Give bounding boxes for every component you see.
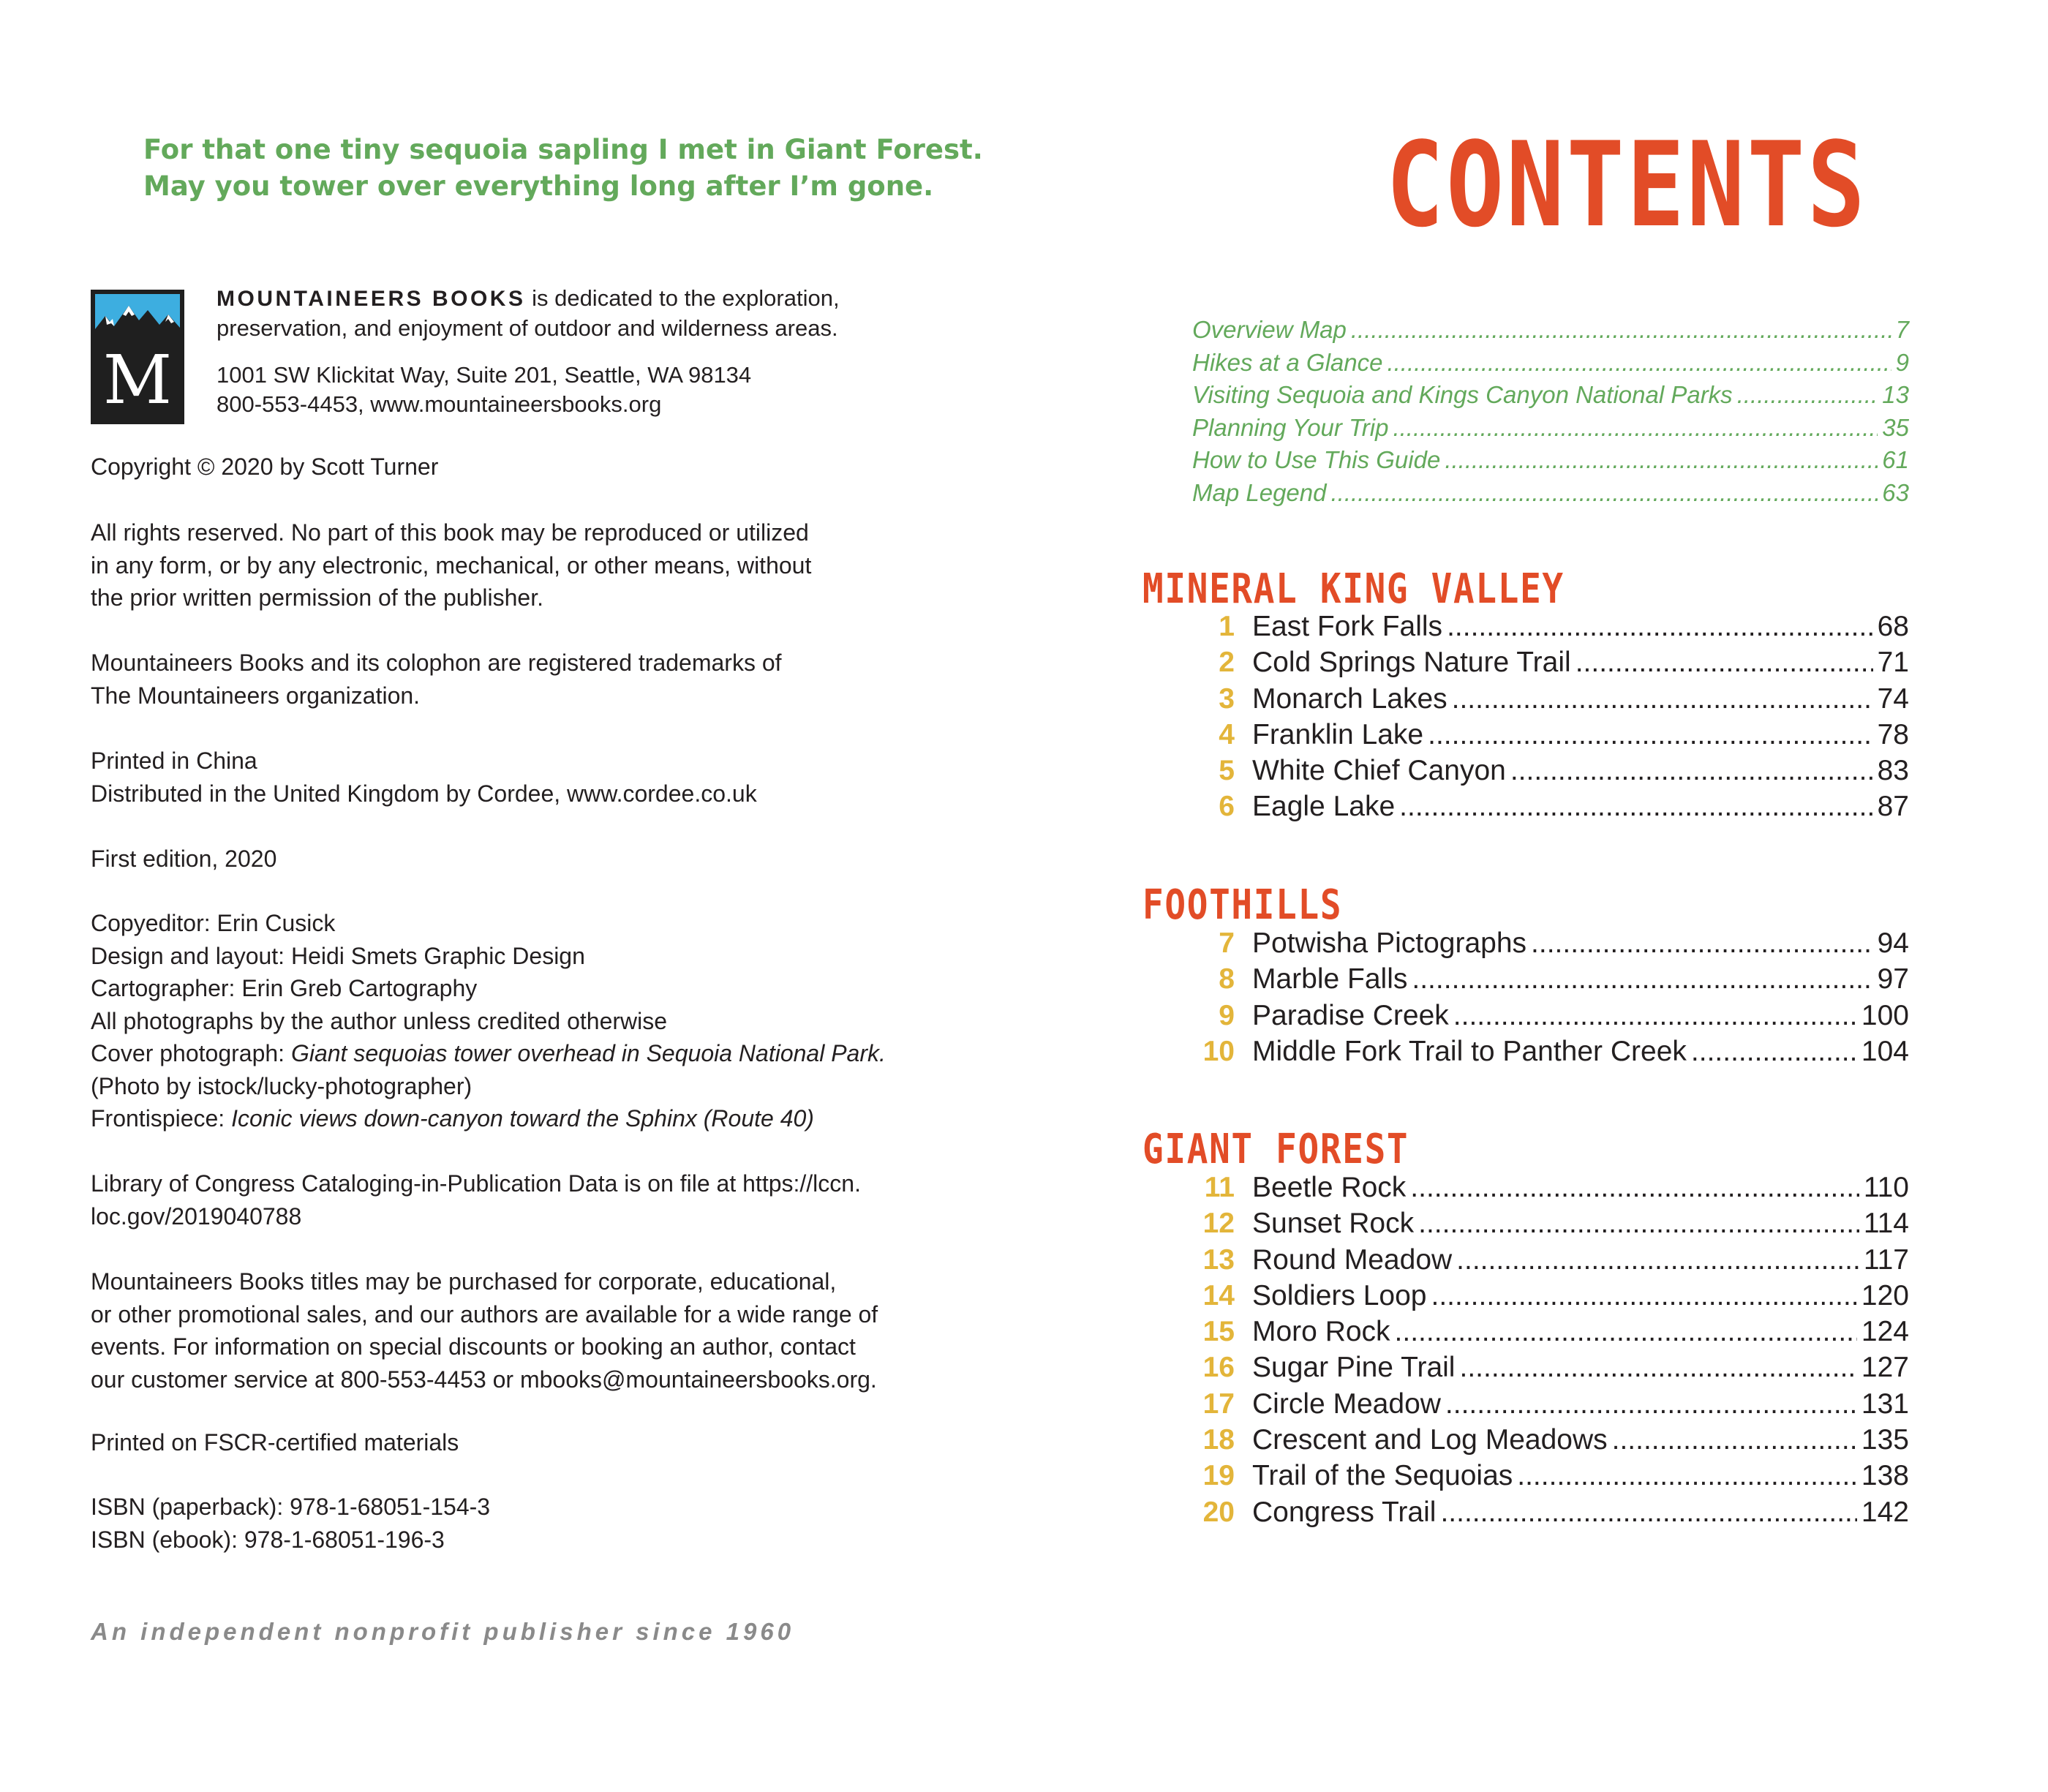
hike-page: 83: [1877, 755, 1909, 787]
hike-number: 4: [1219, 718, 1235, 750]
hike-number: 14: [1202, 1279, 1235, 1311]
cover-credit: (Photo by istock/lucky-photographer): [91, 1072, 473, 1099]
sales-info: [91, 1265, 878, 1396]
hike-title: Monarch Lakes: [1252, 682, 1447, 715]
leader-dots: [1418, 1208, 1859, 1240]
hike-entry[interactable]: [1170, 1424, 1909, 1460]
hike-number: 13: [1202, 1243, 1235, 1276]
hike-page: 78: [1877, 718, 1909, 750]
hike-page: 71: [1877, 647, 1909, 679]
hike-number: 9: [1219, 999, 1235, 1031]
toc-entry-title: Planning Your Trip: [1192, 413, 1389, 441]
leader-dots: [1510, 755, 1873, 787]
rights-notice: [91, 516, 811, 614]
sales-line: our customer service at 800-553-4453 or mbooks@mountaineersbooks.org.: [91, 1366, 877, 1393]
hike-page: 68: [1877, 611, 1909, 642]
publisher-address: 1001 SW Klickitat Way, Suite 201, Seattle, WA 98134: [217, 362, 752, 388]
hike-number: 1: [1219, 611, 1235, 642]
leader-dots: [1737, 381, 1878, 409]
hike-entry[interactable]: [1170, 647, 1909, 682]
sales-line: events. For information on special discounts or booking an author, contact: [91, 1333, 856, 1360]
toc-entry-title: Hikes at a Glance: [1192, 348, 1383, 376]
hike-number: 10: [1202, 1035, 1235, 1067]
publisher-mission: preservation, and enjoyment of outdoor and wilderness areas.: [217, 315, 838, 341]
hike-page: 138: [1861, 1460, 1909, 1492]
leader-dots: [1428, 719, 1872, 751]
trademark-line: Mountaineers Books and its colophon are registered trademarks of: [91, 650, 782, 676]
toc-entry-page: 7: [1895, 316, 1909, 343]
hike-number: 8: [1219, 963, 1235, 995]
trademark-line: The Mountaineers organization.: [91, 682, 421, 709]
hike-entry[interactable]: [1170, 1036, 1909, 1072]
hike-number: 15: [1202, 1316, 1235, 1348]
leader-dots: [1575, 647, 1873, 679]
hike-page: 100: [1861, 999, 1909, 1031]
toc-entry-page: 9: [1895, 348, 1909, 376]
leader-dots: [1531, 927, 1873, 960]
hike-title: Congress Trail: [1252, 1496, 1437, 1528]
frontispiece-label: Frontispiece:: [91, 1105, 232, 1132]
hike-title: Franklin Lake: [1252, 718, 1424, 750]
hike-entry[interactable]: [1170, 683, 1909, 719]
hike-title: Marble Falls: [1252, 963, 1408, 995]
leader-dots: [1445, 1388, 1857, 1420]
edition: [91, 843, 276, 876]
hike-entry[interactable]: [1170, 1000, 1909, 1036]
hike-title: Trail of the Sequoias: [1252, 1460, 1513, 1492]
leader-dots: [1456, 1244, 1859, 1276]
leader-dots: [1330, 479, 1878, 507]
frontispiece-title: Iconic views down-canyon toward the Sphinx (Route 40): [231, 1105, 814, 1132]
leader-dots: [1431, 1280, 1857, 1312]
credits: [91, 907, 886, 1135]
hike-number: 18: [1202, 1424, 1235, 1456]
section-title-mineral-king-valley: MINERAL KING VALLEY: [1142, 565, 1565, 613]
hike-number: 19: [1202, 1460, 1235, 1492]
mountain-icon: [95, 294, 180, 339]
hike-entry[interactable]: [1170, 1460, 1909, 1496]
printing-line: Printed in China: [91, 748, 257, 774]
toc-entry[interactable]: [1192, 316, 1909, 349]
sales-line: Mountaineers Books titles may be purchased for corporate, educational,: [91, 1268, 837, 1295]
toc-entry-title: How to Use This Guide: [1192, 446, 1441, 473]
hike-page: 127: [1861, 1352, 1909, 1384]
rights-line: the prior written permission of the publisher.: [91, 584, 543, 611]
toc-entry[interactable]: [1192, 479, 1909, 512]
leader-dots: [1387, 349, 1891, 377]
leader-dots: [1351, 316, 1891, 344]
toc-entry-page: 61: [1882, 446, 1909, 473]
mountaineers-books-logo: [91, 290, 184, 424]
hike-number: 5: [1219, 755, 1235, 787]
hike-page: 87: [1877, 791, 1909, 823]
trademark-notice: [91, 647, 782, 712]
hike-title: White Chief Canyon: [1252, 755, 1506, 787]
leader-dots: [1445, 446, 1878, 474]
hike-title: Cold Springs Nature Trail: [1252, 647, 1571, 679]
cover-label: Cover photograph:: [91, 1040, 291, 1066]
hike-page: 114: [1863, 1208, 1909, 1240]
hike-page: 142: [1861, 1496, 1909, 1528]
hike-entry[interactable]: [1170, 755, 1909, 791]
loc-line: loc.gov/2019040788: [91, 1202, 302, 1230]
leader-dots: [1410, 1172, 1859, 1204]
hike-page: 97: [1877, 963, 1909, 995]
hike-title: Beetle Rock: [1252, 1172, 1407, 1203]
publisher-brand: MOUNTAINEERS BOOKS: [217, 287, 526, 311]
hike-number: 16: [1202, 1352, 1235, 1384]
loc-data: [91, 1167, 861, 1232]
hike-number: 17: [1202, 1388, 1235, 1420]
hike-title: Eagle Lake: [1252, 791, 1396, 823]
leader-dots: [1412, 963, 1872, 995]
leader-dots: [1452, 683, 1873, 715]
leader-dots: [1612, 1424, 1857, 1456]
hike-page: 94: [1877, 927, 1909, 959]
credit-line: All photographs by the author unless credited otherwise: [91, 1007, 668, 1034]
front-matter-list: [1192, 316, 1909, 511]
hike-title: Soldiers Loop: [1252, 1279, 1427, 1311]
hike-page: 124: [1861, 1316, 1909, 1348]
hike-list-foothills: [1170, 927, 1909, 1072]
toc-entry-title: Map Legend: [1192, 478, 1327, 506]
rights-line: in any form, or by any electronic, mechanical, or other means, without: [91, 551, 812, 579]
hike-entry[interactable]: [1170, 1280, 1909, 1316]
section-title-giant-forest: GIANT FOREST: [1142, 1126, 1409, 1173]
hike-entry[interactable]: [1170, 963, 1909, 999]
publisher-tagline: An independent nonprofit publisher since 1960: [91, 1618, 795, 1645]
hike-title: Potwisha Pictographs: [1252, 927, 1527, 959]
dedication: [143, 132, 983, 205]
credit-line: Copyeditor: Erin Cusick: [91, 910, 336, 936]
credit-line: Cartographer: Erin Greb Cartography: [91, 975, 478, 1001]
hike-title: Paradise Creek: [1252, 999, 1449, 1031]
hike-list-mineral-king-valley: [1170, 611, 1909, 827]
edition-line: First edition, 2020: [91, 846, 277, 872]
logo-letter: M: [102, 341, 173, 419]
leader-dots: [1447, 611, 1873, 643]
printing-line: Distributed in the United Kingdom by Cordee, www.cordee.co.uk: [91, 780, 757, 807]
toc-entry[interactable]: [1192, 349, 1909, 382]
publisher-info: [217, 284, 948, 419]
hike-page: 104: [1861, 1035, 1909, 1067]
hike-page: 110: [1863, 1172, 1909, 1203]
copyright-line: Copyright © 2020 by Scott Turner: [91, 453, 439, 480]
section-title-foothills: FOOTHILLS: [1142, 881, 1343, 929]
leader-dots: [1691, 1036, 1857, 1068]
leader-dots: [1395, 1316, 1857, 1348]
hike-entry[interactable]: [1170, 791, 1909, 827]
leader-dots: [1393, 414, 1878, 442]
toc-entry-page: 13: [1882, 381, 1909, 408]
toc-entry[interactable]: [1192, 446, 1909, 479]
hike-number: 20: [1202, 1496, 1235, 1528]
loc-line: Library of Congress Cataloging-in-Publication Data is on file at https://lccn.: [91, 1170, 861, 1197]
hike-entry[interactable]: [1170, 1316, 1909, 1352]
isbn-line: ISBN (paperback): 978-1-68051-154-3: [91, 1494, 491, 1520]
sales-line: or other promotional sales, and our authors are available for a wide range of: [91, 1300, 878, 1328]
leader-dots: [1517, 1460, 1857, 1492]
hike-entry[interactable]: [1170, 927, 1909, 963]
materials-line: Printed on FSCR-certified materials: [91, 1429, 459, 1456]
hike-page: 74: [1877, 682, 1909, 715]
toc-entry-title: Visiting Sequoia and Kings Canyon National Parks: [1192, 381, 1733, 408]
isbn-line: ISBN (ebook): 978-1-68051-196-3: [91, 1526, 445, 1553]
hike-entry[interactable]: [1170, 1388, 1909, 1424]
publisher-mission: is dedicated to the exploration,: [525, 285, 840, 311]
hike-title: Middle Fork Trail to Panther Creek: [1252, 1035, 1687, 1067]
printing-info: [91, 745, 757, 810]
hike-title: Moro Rock: [1252, 1316, 1390, 1348]
hike-title: Round Meadow: [1252, 1243, 1453, 1276]
hike-number: 6: [1219, 791, 1235, 823]
hike-number: 3: [1219, 682, 1235, 715]
toc-entry-title: Overview Map: [1192, 316, 1347, 343]
hike-list-giant-forest: [1170, 1172, 1909, 1532]
hike-entry[interactable]: [1170, 719, 1909, 755]
toc-entry[interactable]: [1192, 414, 1909, 447]
rights-line: All rights reserved. No part of this book may be reproduced or utilized: [91, 519, 809, 546]
hike-entry[interactable]: [1170, 1352, 1909, 1388]
hike-number: 2: [1219, 647, 1235, 679]
hike-entry[interactable]: [1170, 1244, 1909, 1280]
toc-entry-page: 35: [1882, 413, 1909, 441]
hike-number: 7: [1219, 927, 1235, 959]
hike-entry[interactable]: [1170, 1172, 1909, 1208]
hike-title: East Fork Falls: [1252, 611, 1443, 642]
leader-dots: [1399, 791, 1872, 823]
credit-line: Design and layout: Heidi Smets Graphic Design: [91, 942, 585, 969]
leader-dots: [1453, 1000, 1857, 1032]
hike-number: 11: [1204, 1172, 1235, 1203]
leader-dots: [1459, 1352, 1856, 1384]
hike-page: 117: [1863, 1243, 1909, 1276]
toc-entry[interactable]: [1192, 381, 1909, 414]
hike-title: Circle Meadow: [1252, 1388, 1441, 1420]
hike-page: 120: [1861, 1279, 1909, 1311]
toc-entry-page: 63: [1882, 478, 1909, 506]
hike-number: 12: [1202, 1208, 1235, 1240]
hike-entry[interactable]: [1170, 611, 1909, 647]
hike-entry[interactable]: [1170, 1208, 1909, 1243]
dedication-line: May you tower over everything long after I’m gone.: [143, 170, 934, 202]
materials: [91, 1426, 459, 1459]
copyright: [91, 451, 438, 483]
isbn-info: [91, 1491, 490, 1556]
hike-title: Sugar Pine Trail: [1252, 1352, 1456, 1384]
hike-page: 131: [1861, 1388, 1909, 1420]
publisher-contact: 800-553-4453, www.mountaineersbooks.org: [217, 391, 662, 417]
hike-entry[interactable]: [1170, 1497, 1909, 1532]
dedication-line: For that one tiny sequoia sapling I met in Giant Forest.: [143, 134, 983, 165]
cover-title: Giant sequoias tower overhead in Sequoia National Park.: [290, 1040, 886, 1066]
hike-page: 135: [1861, 1424, 1909, 1456]
hike-title: Crescent and Log Meadows: [1252, 1424, 1608, 1456]
hike-title: Sunset Rock: [1252, 1208, 1415, 1240]
leader-dots: [1440, 1497, 1856, 1529]
contents-title: CONTENTS: [1385, 116, 1868, 253]
